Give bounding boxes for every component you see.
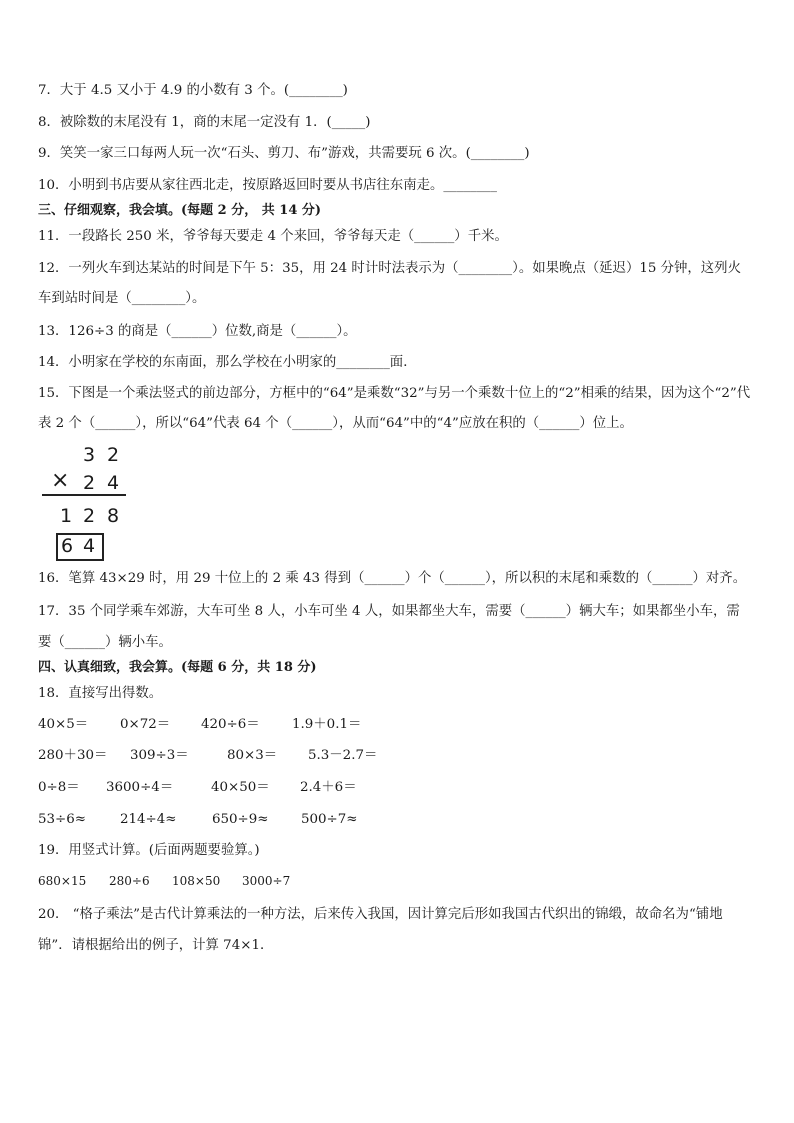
question-17-line-2: 要（______）辆小车。 — [38, 635, 172, 650]
partial-1-tens: 2 — [83, 505, 96, 527]
calc-item: 0÷8＝ — [38, 780, 80, 795]
question-16: 16．笔算 43×29 时，用 29 十位上的 2 乘 43 得到（______）个（______），所以积的末尾和乘数的（______）对齐。 — [38, 571, 747, 586]
vertical-multiplication-figure — [40, 444, 140, 564]
calc-item: 3600÷4＝ — [106, 780, 174, 795]
question-10: 10．小明到书店要从家往西北走，按原路返回时要从书店往东南走。________ — [38, 178, 497, 193]
question-15-line-1: 15．下图是一个乘法竖式的前边部分，方框中的“64”是乘数“32”与另一个乘数十位上的“2”相乘的结果，因为这个“2”代 — [38, 386, 751, 401]
calc-item: 420÷6＝ — [201, 717, 260, 732]
times-sign: × — [51, 468, 70, 493]
section-3-heading: 三、仔细观察，我会填。(每题 2 分， 共 14 分) — [38, 203, 322, 218]
vertical-calc-item: 280÷6 — [109, 874, 150, 888]
top-digit-ones: 2 — [107, 444, 120, 466]
calc-item: 40×5＝ — [38, 717, 89, 732]
calc-item: 1.9＋0.1＝ — [292, 717, 362, 732]
calc-item: 53÷6≈ — [38, 812, 86, 827]
calc-item: 650÷9≈ — [212, 812, 269, 827]
partial-2-tens: 6 — [61, 535, 74, 557]
top-digit-tens: 3 — [83, 444, 96, 466]
question-13: 13．126÷3 的商是（______）位数,商是（______）。 — [38, 324, 357, 339]
question-17-line-1: 17．35 个同学乘车郊游，大车可坐 8 人，小车可坐 4 人，如果都坐大车，需要（______）辆大车；如果都坐小车，需 — [38, 604, 740, 619]
question-7: 7．大于 4.5 又小于 4.9 的小数有 3 个。(________) — [38, 83, 348, 98]
question-15-line-2: 表 2 个（______），所以“64”代表 64 个（______），从而“64”中的“4”应放在积的（______）位上。 — [38, 416, 633, 431]
calc-item: 309÷3＝ — [130, 748, 189, 763]
partial-2-ones: 4 — [83, 535, 96, 557]
question-9: 9．笑笑一家三口每两人玩一次“石头、剪刀、布”游戏，共需要玩 6 次。(________) — [38, 146, 530, 161]
question-11: 11．一段路长 250 米，爷爷每天要走 4 个来回，爷爷每天走（______）千米。 — [38, 229, 508, 244]
question-12-line-2: 车到站时间是（________）。 — [38, 291, 206, 306]
question-19: 19．用竖式计算。(后面两题要验算。) — [38, 843, 260, 858]
question-18: 18．直接写出得数。 — [38, 686, 163, 701]
question-14: 14．小明家在学校的东南面，那么学校在小明家的________面． — [38, 355, 417, 370]
question-20-line-1: 20． “格子乘法”是古代计算乘法的一种方法，后来传入我国，因计算完后形如我国古代织出的锦缎，故命名为“铺地 — [38, 907, 723, 922]
calc-item: 2.4＋6＝ — [300, 780, 357, 795]
calc-item: 214÷4≈ — [120, 812, 177, 827]
partial-1-hundreds: 1 — [60, 505, 73, 527]
calc-item: 280＋30＝ — [38, 748, 108, 763]
calc-item: 80×3＝ — [227, 748, 278, 763]
section-4-heading: 四、认真细致，我会算。(每题 6 分，共 18 分) — [38, 660, 317, 675]
calc-item: 40×50＝ — [211, 780, 270, 795]
question-20-line-2: 锦”．请根据给出的例子，计算 74×1． — [38, 938, 274, 953]
vertical-rule — [42, 494, 126, 496]
calc-item: 0×72＝ — [120, 717, 171, 732]
question-8: 8．被除数的末尾没有 1，商的末尾一定没有 1．(_____) — [38, 115, 371, 130]
partial-1-ones: 8 — [107, 505, 120, 527]
question-12-line-1: 12．一列火车到达某站的时间是下午 5：35，用 24 时计时法表示为（________）。如果晚点（延迟）15 分钟，这列火 — [38, 261, 741, 276]
mid-digit-ones: 4 — [107, 472, 120, 494]
calc-item: 500÷7≈ — [301, 812, 358, 827]
vertical-calc-item: 108×50 — [172, 874, 221, 888]
vertical-calc-item: 3000÷7 — [242, 874, 291, 888]
mid-digit-tens: 2 — [83, 472, 96, 494]
vertical-calc-item: 680×15 — [38, 874, 87, 888]
calc-item: 5.3－2.7＝ — [308, 748, 378, 763]
